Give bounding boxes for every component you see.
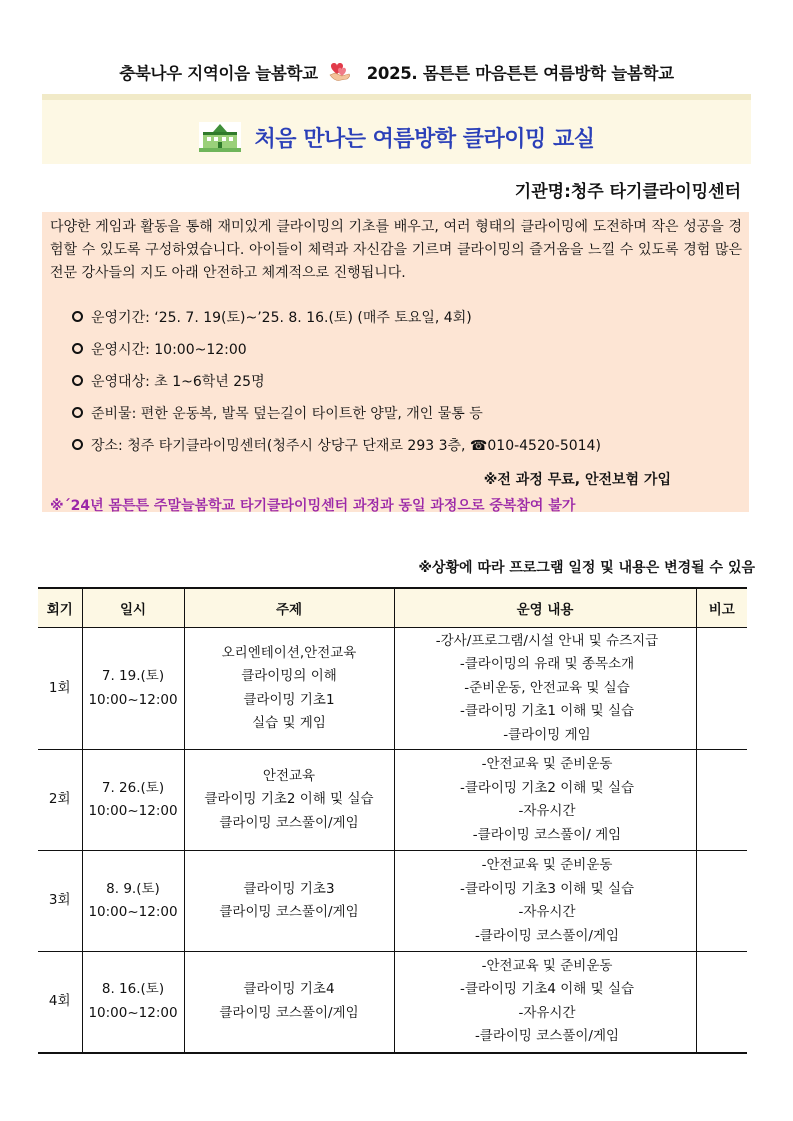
- info-item-label: 준비물: 편한 운동복, 발목 덮는길이 타이트한 양말, 개인 물통 등: [91, 406, 483, 422]
- info-item-label: 운영기간: ‘25. 7. 19(토)~’25. 8. 16.(토) (매주 토요일, 4회): [91, 310, 472, 326]
- col-header-content: 운영 내용: [394, 588, 696, 628]
- content-line: -클라이밍 코스풀이/게임: [474, 1028, 620, 1045]
- info-item-label: 운영대상: 초 1~6학년 25명: [91, 374, 265, 390]
- topic-line: 클라이밍 코스풀이/게임: [219, 814, 359, 831]
- topic-line: 클라이밍 기초2 이해 및 실습: [204, 791, 374, 808]
- banner: [42, 100, 751, 164]
- session-cell: 3회: [38, 851, 82, 952]
- info-item-label: 운영시간: 10:00~12:00: [91, 342, 247, 358]
- info-item-period: [72, 309, 601, 341]
- circle-bullet-icon: [72, 311, 83, 322]
- date-line: 7. 26.(토): [101, 779, 165, 796]
- info-item-location: [72, 437, 601, 469]
- date-line: 8. 9.(토): [106, 880, 160, 897]
- banner-title: 처음 만나는 여름방학 클라이밍 교실: [254, 127, 595, 152]
- duplicate-note: ※´24년 몸튼튼 주말늘봄학교 타기클라이밍센터 과정과 동일 과정으로 중복참여 불가: [50, 498, 576, 514]
- date-cell: [82, 851, 184, 952]
- date-line: 7. 19.(토): [101, 668, 165, 684]
- content-line: -클라이밍 기초4 이해 및 실습: [459, 981, 635, 998]
- schedule-table: [38, 587, 747, 1054]
- table-row: [38, 628, 747, 750]
- col-header-date: 일시: [82, 588, 184, 628]
- content-cell: [394, 750, 696, 851]
- topic-line: 안전교육: [262, 767, 316, 784]
- content-line: -클라이밍 게임: [503, 726, 591, 743]
- table-row: [38, 851, 747, 952]
- topic-line: 클라이밍의 이해: [241, 668, 337, 684]
- info-item-supplies: [72, 405, 601, 437]
- date-cell: [82, 628, 184, 750]
- banner-title-row: [42, 122, 751, 153]
- content-line: -강사/프로그램/시설 안내 및 슈즈지급: [435, 632, 659, 649]
- info-item-label: 장소: 청주 타기클라이밍센터(청주시 상당구 단재로 293 3층, ☎010-4520-5014): [91, 438, 601, 454]
- content-cell: [394, 628, 696, 750]
- info-item-time: [72, 341, 601, 373]
- remark-cell: [696, 952, 747, 1053]
- topic-line: 오리엔테이션,안전교육: [221, 644, 357, 661]
- topic-cell: [184, 628, 394, 750]
- remark-cell: [696, 628, 747, 750]
- content-line: -자유시간: [518, 904, 576, 920]
- info-list: [72, 309, 601, 469]
- date-cell: [82, 750, 184, 851]
- content-line: -클라이밍 기초3 이해 및 실습: [459, 880, 635, 897]
- header: [0, 60, 793, 84]
- header-right: 2025. 몸튼튼 마음튼튼 여름방학 늘봄학교: [366, 64, 674, 83]
- table-row: [38, 750, 747, 851]
- content-line: -안전교육 및 준비운동: [481, 756, 613, 772]
- hearts-hands-icon: [327, 62, 353, 82]
- content-line: -자유시간: [518, 803, 576, 819]
- content-line: -자유시간: [518, 1004, 576, 1021]
- time-line: 10:00~12:00: [88, 691, 178, 708]
- session-cell: 1회: [38, 628, 82, 750]
- content-line: -클라이밍 기초1 이해 및 실습: [459, 703, 635, 720]
- content-line: -안전교육 및 준비운동: [481, 957, 613, 974]
- school-building-icon: [199, 122, 241, 152]
- col-header-remark: 비고: [696, 588, 747, 628]
- time-line: 10:00~12:00: [88, 1004, 178, 1021]
- topic-cell: [184, 851, 394, 952]
- topic-cell: [184, 750, 394, 851]
- circle-bullet-icon: [72, 407, 83, 418]
- session-cell: 4회: [38, 952, 82, 1053]
- remark-cell: [696, 750, 747, 851]
- info-box: [42, 212, 749, 512]
- col-header-topic: 주제: [184, 588, 394, 628]
- table-row: [38, 952, 747, 1053]
- topic-line: 클라이밍 코스풀이/게임: [219, 904, 359, 920]
- circle-bullet-icon: [72, 375, 83, 386]
- col-header-session: 회기: [38, 588, 82, 628]
- topic-line: 클라이밍 기초1: [243, 691, 335, 708]
- change-note: ※상황에 따라 프로그램 일정 및 내용은 변경될 수 있음: [418, 560, 755, 576]
- topic-line: 클라이밍 기초3: [243, 880, 335, 897]
- session-cell: 2회: [38, 750, 82, 851]
- circle-bullet-icon: [72, 343, 83, 354]
- content-line: -클라이밍 기초2 이해 및 실습: [459, 779, 635, 796]
- content-line: -안전교육 및 준비운동: [481, 857, 613, 873]
- header-left: 충북나우 지역이음 늘봄학교: [119, 64, 318, 83]
- content-cell: [394, 851, 696, 952]
- remark-cell: [696, 851, 747, 952]
- circle-bullet-icon: [72, 439, 83, 450]
- date-line: 8. 16.(토): [101, 981, 165, 998]
- content-line: -준비운동, 안전교육 및 실습: [464, 679, 630, 696]
- time-line: 10:00~12:00: [88, 904, 178, 920]
- org-name: 기관명:청주 타기클라이밍센터: [514, 182, 741, 202]
- free-note: ※전 과정 무료, 안전보험 가입: [483, 472, 671, 488]
- content-line: -클라이밍의 유래 및 종목소개: [459, 656, 635, 673]
- date-cell: [82, 952, 184, 1053]
- topic-cell: [184, 952, 394, 1053]
- table-header-row: [38, 588, 747, 628]
- topic-line: 클라이밍 코스풀이/게임: [219, 1004, 359, 1021]
- time-line: 10:00~12:00: [88, 803, 178, 819]
- topic-line: 실습 및 게임: [252, 715, 326, 731]
- info-item-target: [72, 373, 601, 405]
- topic-line: 클라이밍 기초4: [243, 981, 335, 998]
- content-line: -클라이밍 코스풀이/ 게임: [472, 826, 622, 843]
- content-line: -클라이밍 코스풀이/게임: [474, 927, 620, 944]
- intro-text: 다양한 게임과 활동을 통해 재미있게 클라이밍의 기초를 배우고, 여러 형태의 클라이밍에 도전하며 작은 성공을 경험할 수 있도록 구성하였습니다. 아이들이 체력과 자신감을 기르며 클라이밍의 즐거움을 느낄 수 있도록 경험 많은 전문 강사들의 지도 아래 안전하고 체계적으로 진행됩니다.: [50, 219, 742, 281]
- content-cell: [394, 952, 696, 1053]
